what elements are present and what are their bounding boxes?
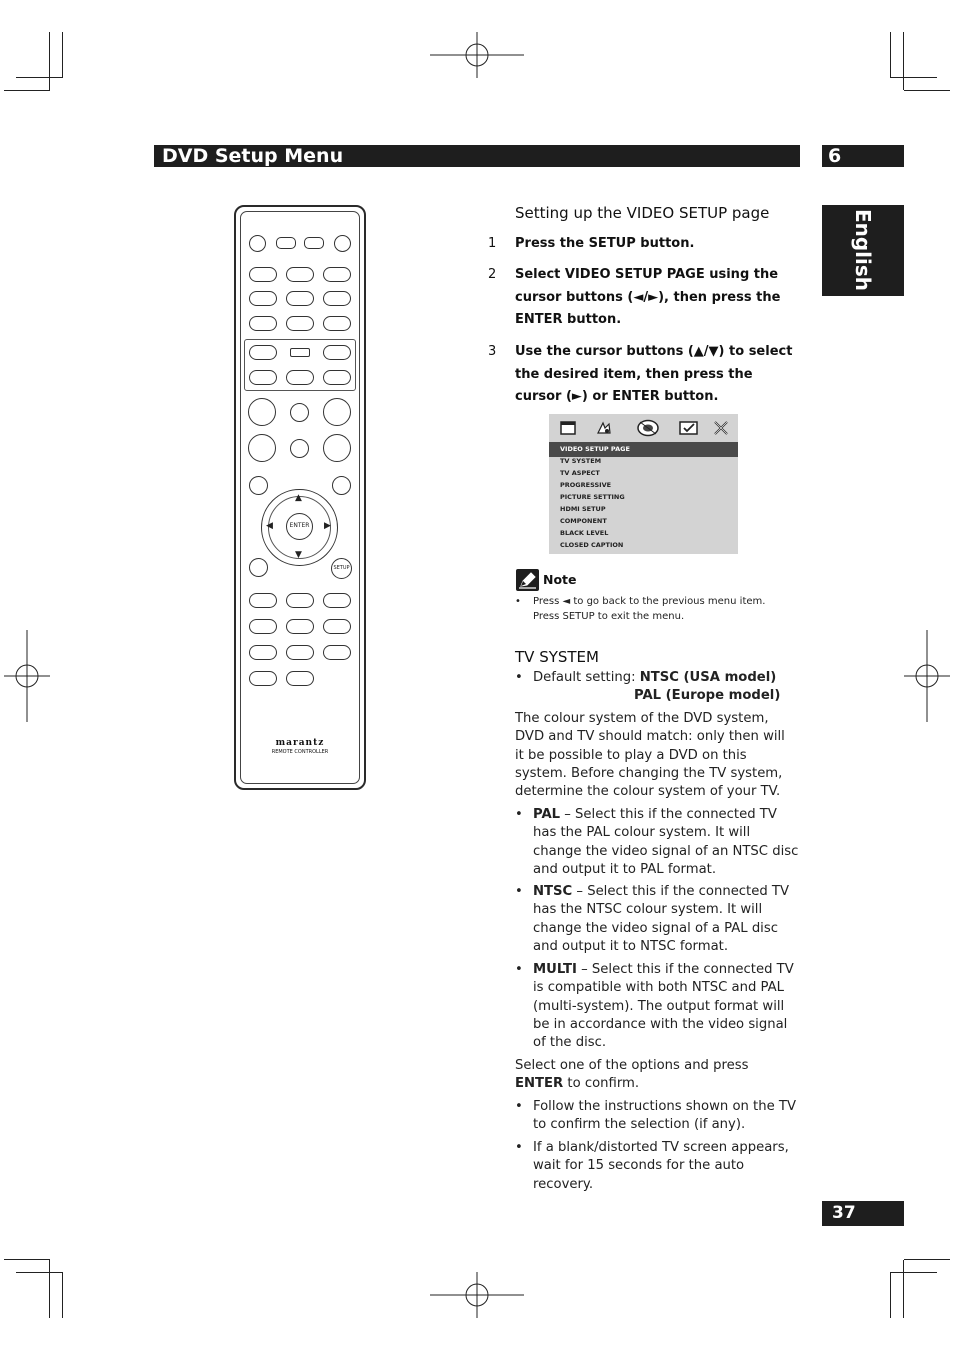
default-ntsc: NTSC (USA model) [639,670,777,685]
note-line-1: Press ◄ to go back to the previous menu item. [533,596,766,607]
default-label: Default setting: [533,670,640,685]
remote-button [249,345,277,360]
remote-button [323,370,351,385]
remote-button [323,267,351,282]
language-tab [822,205,904,296]
option-name: NTSC [533,884,573,899]
brand-logo: marantz [275,738,325,748]
remote-button [286,593,314,608]
bullet: • [515,962,523,977]
remote-button [286,291,314,306]
crop-mark [16,77,63,78]
remote-button [323,316,351,331]
option-pal [515,806,805,879]
remote-button [290,348,310,357]
crop-mark [49,32,50,90]
crop-mark [4,1259,50,1260]
step-number: 1 [488,236,497,251]
osd-menu-item: CLOSED CAPTION [560,541,624,549]
close-icon [712,420,730,436]
remote-button [249,619,277,634]
remote-button [249,316,277,331]
option-name: MULTI [533,962,577,977]
remote-button [323,345,351,360]
crop-mark [890,77,937,78]
tv-system-intro: The colour system of the DVD system, DVD and TV should match: only then will it be possible to play a DVD on this system. Before changing the TV system, determine the colour system of your TV. [515,711,785,800]
remote-button [248,434,276,462]
page-number-box [822,1201,904,1226]
step-2 [488,264,800,332]
tv-system-heading: TV SYSTEM [515,648,599,666]
default-pal: PAL (Europe model) [634,688,781,704]
brand-subtitle: REMOTE CONTROLLER [271,749,329,755]
remote-button [286,267,314,282]
remote-button [249,645,277,660]
option-desc: – Select this if the connected TV has the PAL colour system. It will change the video signal of an NTSC disc and output it to PAL format. [533,807,799,877]
osd-menu-item: TV ASPECT [560,469,600,477]
step-text: Press the SETUP button. [515,236,695,251]
crop-mark [49,1260,50,1318]
option-text [533,883,801,956]
remote-button [286,370,314,385]
bullet: • [515,1099,523,1114]
remote-button [286,645,314,660]
remote-setup-button [331,558,352,579]
default-setting-line [533,669,805,687]
remote-button [323,645,351,660]
header-bar [154,145,800,167]
right-arrow-icon: ▶ [324,521,331,531]
remote-button [249,671,277,686]
registration-mark-left [4,630,50,722]
remote-button [248,398,276,426]
bullet: • [515,884,523,899]
remote-button [286,671,314,686]
remote-button [276,237,296,249]
crop-mark [890,32,891,78]
osd-menu-item: COMPONENT [560,517,607,525]
remote-button [286,316,314,331]
crop-mark [904,90,950,91]
step-number: 3 [488,344,497,359]
step-text: Select VIDEO SETUP PAGE using the cursor buttons (◄/►), then press the ENTER button. [515,267,781,327]
step-number: 2 [488,267,497,282]
registration-mark-top [430,32,524,78]
language-label: English [851,208,875,292]
bullet: • [515,670,523,685]
note-line-2: Press SETUP to exit the menu. [533,611,685,622]
osd-menu-screenshot [549,414,738,554]
crop-mark [903,32,904,90]
select-instruction [515,1057,800,1094]
tip-text: If a blank/distorted TV screen appears, wait for 15 seconds for the auto recovery. [533,1140,789,1192]
osd-menu-item: HDMI SETUP [560,505,606,513]
osd-menu-item: BLACK LEVEL [560,529,609,537]
remote-button [249,267,277,282]
option-multi [515,961,805,1052]
down-arrow-icon: ▼ [295,550,302,560]
osd-menu-item: PICTURE SETTING [560,493,625,501]
select-key: ENTER [515,1076,564,1092]
remote-button [304,237,324,249]
option-ntsc [515,883,805,956]
pencil-note-icon [516,569,539,591]
crop-mark [890,1272,891,1318]
osd-menu-item: VIDEO SETUP PAGE [560,445,630,453]
setup-label: SETUP [333,565,350,571]
chapter-box [822,145,904,167]
video-setup-icon [637,419,659,437]
left-arrow-icon: ◀ [266,521,273,531]
remote-button [323,398,351,426]
registration-mark-bottom [430,1272,524,1318]
bullet: • [515,596,521,607]
remote-button [323,593,351,608]
general-setup-icon [559,420,577,436]
tip-text: Follow the instructions shown on the TV to confirm the selection (if any). [533,1099,796,1133]
section-heading: Setting up the VIDEO SETUP page [515,204,770,222]
option-desc: – Select this if the connected TV is compatible with both NTSC and PAL (multi-system). The output format will be in accordance with the video signal of the disc. [533,962,794,1051]
note-text [515,594,800,624]
chapter-number: 6 [828,145,842,167]
remote-button [286,619,314,634]
preference-setup-icon [679,420,699,436]
crop-mark [4,90,50,91]
remote-button [249,558,268,577]
up-arrow-icon: ▲ [295,493,302,503]
osd-menu-item: TV SYSTEM [560,457,602,465]
crop-mark [904,1259,950,1260]
enter-label: ENTER [289,522,310,529]
page-number: 37 [832,1203,856,1223]
crop-mark [62,32,63,78]
option-name: PAL [533,807,561,822]
remote-button [249,291,277,306]
remote-button [249,593,277,608]
remote-button [323,619,351,634]
crop-mark [16,1272,63,1273]
tip-1 [515,1098,805,1135]
step-1 [488,233,800,256]
option-desc: – Select this if the connected TV has the NTSC colour system. It will change the video signal of a PAL disc and output it to NTSC format. [533,884,789,954]
remote-button [290,439,309,458]
note-title: Note [543,572,577,587]
remote-enter-button [286,513,313,540]
osd-menu-item: PROGRESSIVE [560,481,612,489]
remote-power-button [249,235,266,252]
remote-button [249,476,268,495]
tip-2 [515,1139,805,1194]
crop-mark [890,1272,937,1273]
audio-setup-icon [595,420,613,436]
crop-mark [903,1260,904,1318]
default-setting [515,669,805,706]
bullet: • [515,807,523,822]
remote-button [323,434,351,462]
option-text [533,806,801,879]
option-text [533,961,801,1052]
remote-button [323,291,351,306]
remote-button [290,403,309,422]
remote-button [332,476,351,495]
select-post: to confirm. [563,1076,640,1092]
remote-button [249,370,277,385]
remote-button [334,235,351,252]
page-title: DVD Setup Menu [162,145,344,167]
step-3 [488,341,800,409]
crop-mark [62,1272,63,1318]
select-pre: Select one of the options and press [515,1058,749,1073]
bullet: • [515,1140,523,1155]
step-text: Use the cursor buttons (▲/▼) to select the desired item, then press the cursor (►) or ENTER button. [515,344,793,404]
registration-mark-right [904,630,950,722]
